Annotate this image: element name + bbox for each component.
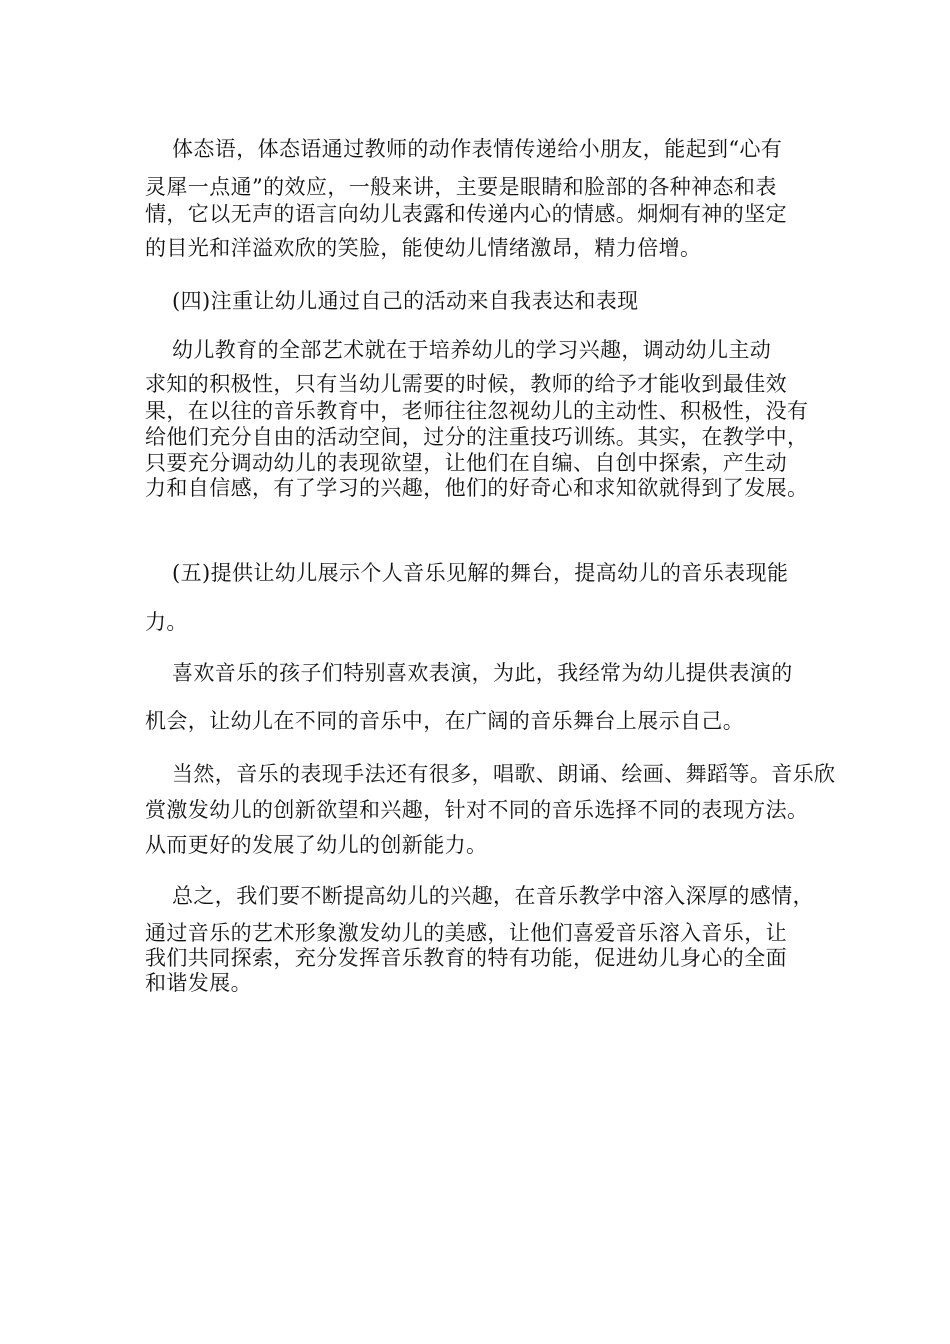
paragraph-3-line-6: 力和自信感，有了学习的兴趣，他们的好奇心和求知欲就得到了发展。 <box>145 476 809 500</box>
paragraph-3-line-4: 给他们充分自由的活动空间，过分的注重技巧训练。其实，在教学中， <box>145 425 809 449</box>
paragraph-1-line-1: 体态语，体态语通过教师的动作表情传递给小朋友，能起到“心有 <box>172 137 783 161</box>
section-heading-5-line-2: 力。 <box>145 610 188 634</box>
paragraph-1-line-2: 灵犀一点通”的效应，一般来讲，主要是眼睛和脸部的各种神态和表 <box>145 175 777 199</box>
paragraph-5-line-2: 机会，让幼儿在不同的音乐中，在广阔的音乐舞台上展示自己。 <box>145 709 745 733</box>
paragraph-5-line-1: 喜欢音乐的孩子们特别喜欢表演，为此，我经常为幼儿提供表演的 <box>172 661 793 685</box>
paragraph-1-line-4: 的目光和洋溢欢欣的笑脸，能使幼儿情绪激昂，精力倍增。 <box>145 236 702 260</box>
paragraph-7-line-1: 总之，我们要不断提高幼儿的兴趣，在音乐教学中溶入深厚的感情， <box>172 884 814 908</box>
paragraph-3-line-2: 求知的积极性，只有当幼儿需要的时候，教师的给予才能收到最佳效 <box>145 372 787 396</box>
paragraph-1-line-3: 情，它以无声的语言向幼儿表露和传递内心的情感。炯炯有神的坚定 <box>145 202 787 226</box>
paragraph-3-line-5: 只要充分调动幼儿的表现欲望，让他们在自编、自创中探索，产生动 <box>145 451 787 475</box>
paragraph-6-line-1: 当然，音乐的表现手法还有很多，唱歌、朗诵、绘画、舞蹈等。音乐欣 <box>172 762 836 786</box>
paragraph-6-line-2: 赏激发幼儿的创新欲望和兴趣，针对不同的音乐选择不同的表现方法。 <box>145 798 809 822</box>
paragraph-7-line-3: 我们共同探索，充分发挥音乐教育的特有功能，促进幼儿身心的全面 <box>145 946 787 970</box>
paragraph-7-line-2: 通过音乐的艺术形象激发幼儿的美感，让他们喜爱音乐溶入音乐，让 <box>145 921 787 945</box>
section-heading-5-line-1: (五)提供让幼儿展示个人音乐见解的舞台，提高幼儿的音乐表现能 <box>172 561 789 585</box>
paragraph-3-line-1: 幼儿教育的全部艺术就在于培养幼儿的学习兴趣，调动幼儿主动 <box>172 338 772 362</box>
paragraph-7-line-4: 和谐发展。 <box>145 971 252 995</box>
paragraph-3-line-3: 果，在以往的音乐教育中，老师往往忽视幼儿的主动性、积极性，没有 <box>145 399 809 423</box>
paragraph-6-line-3: 从而更好的发展了幼儿的创新能力。 <box>145 833 488 857</box>
section-heading-4: (四)注重让幼儿通过自己的活动来自我表达和表现 <box>172 289 639 313</box>
